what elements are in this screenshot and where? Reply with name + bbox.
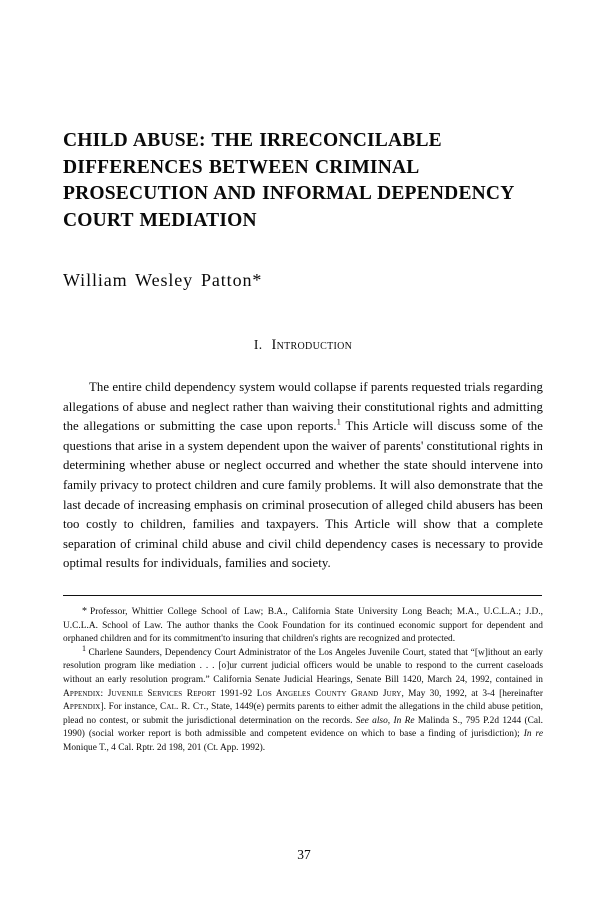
footnote-one-text-part-4: , State, 1449(e) permits parents to either admit the allegations in the child abuse petition, plead no contest, or submit the jurisdictional determination on the records.	[63, 702, 543, 726]
section-numeral: I.	[253, 337, 263, 352]
footnote-one-italic-in-re: In re	[523, 729, 543, 740]
footnote-star-marker: *	[82, 605, 88, 617]
page-content-column	[63, 0, 543, 755]
footnote-one	[63, 643, 543, 756]
author-byline: William Wesley Patton*	[63, 270, 263, 290]
section-title: Introduction	[271, 337, 353, 353]
footnote-one-smallcaps-appendix-report: Appendix: Juvenile Services Report 1991-92 Los Angeles County Grand Jury	[63, 688, 402, 699]
footnote-one-smallcaps-appendix: Appendix	[63, 702, 101, 713]
footnote-one-text-part-6: Monique T., 4 Cal. Rptr. 2d 198, 201 (Ct. App. 1992).	[63, 742, 266, 753]
article-title: CHILD ABUSE: THE IRRECONCILABLE DIFFERENCES BETWEEN CRIMINAL PROSECUTION AND INFORMAL DEPENDENCY COURT MEDIATION	[63, 130, 514, 231]
footnote-one-marker: 1	[82, 643, 87, 653]
footnote-one-smallcaps-cal-r-ct: Cal. R. Ct.	[160, 702, 207, 713]
footnote-star-text: Professor, Whittier College School of Law; B.A., California State University Long Beach; M.A., U.C.L.A.; J.D., U.C.L.A. School of Law. The author thanks the Cook Foundation for its continued economic support for dependent and orphaned children and for its commitment'to insuring that children's rights are recognized and protected.	[63, 606, 543, 645]
page-number: 37	[297, 847, 311, 862]
footnote-reference-1[interactable]: 1	[336, 416, 341, 427]
footnote-one-text-part-3: ]. For instance,	[100, 702, 161, 713]
paragraph-text-part-2: This Article will discuss some of the questions that arise in a system dependent upon the waiver of parents' constitutional rights in determining whether abuse or neglect occurred and whether the state should intervene into family privacy to protect children and cure family problems. It will also demonstrate that the last decade of increasing emphasis on criminal prosecution of alleged child abusers has been too costly to children, families and taxpayers. This Article will show that a complete separation of criminal child abuse and civil child dependency cases is necessary to provide optimal results for individuals, families and society.	[63, 419, 543, 571]
footnote-star	[63, 606, 543, 647]
section-heading	[63, 292, 543, 354]
footnote-one-italic-see-also: See also, In Re	[355, 715, 415, 726]
introduction-paragraph	[63, 354, 543, 574]
footnote-one-text-part-2: , May 30, 1992, at 3-4 [hereinafter	[401, 688, 543, 699]
paragraph-text-part-1: The entire child dependency system would collapse if parents requested trials regarding allegations of abuse and neglect rather than waiving their constitutional rights and admitting the allegations or submitting the case upon reports.	[63, 380, 543, 434]
footnote-one-text-part-1: Charlene Saunders, Dependency Court Administrator of the Los Angeles Juvenile Court, stated that “[w]ithout an early resolution program like mediation . . . [o]ur current judicial officers would be unable to respond to the current caseloads without an early resolution program.” California Senate Judicial Hearings, Senate Bill 1420, March 24, 1992, contained in	[63, 647, 543, 685]
footnotes-section	[63, 596, 543, 756]
footnote-one-text-part-5: Malinda S., 795 P.2d 1244 (Cal. 1990) (social worker report is both admissible and competent evidence on which to base a finding of jurisdiction);	[63, 715, 543, 740]
